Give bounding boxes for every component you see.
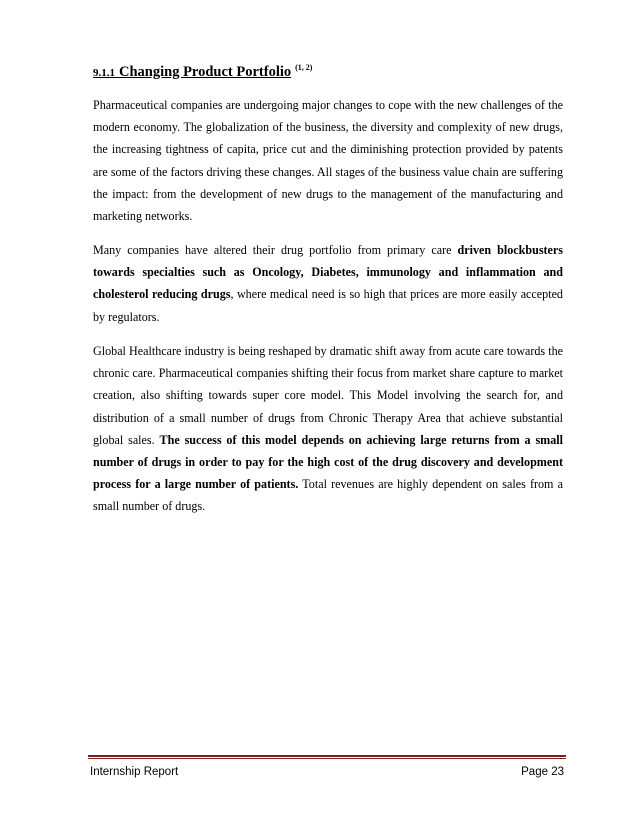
section-title: Changing Product Portfolio [119,64,292,80]
section-heading [93,59,312,82]
footer-divider-thin [88,758,566,759]
paragraph-3-text-start: Global Healthcare industry is being reshaped by dramatic shift away from acute care towards the chronic care. Pharmaceutical companies shifting their focus from market share capture to market creation, also shifting towards super core model. This Model involving the search for, and distribution of a small number of drugs from Chronic Therapy Area that achieve substantial global sales. [93,344,563,447]
paragraph-3-bold: The success of this model depends on achieving large returns from a small number of drugs in order to pay for the high cost of the drug discovery and development process for a large number of patients. [93,432,563,492]
paragraph-2-text-start: Many companies have altered their drug portfolio from primary care [93,243,458,257]
footer-page-number: Page 23 [521,766,564,778]
paragraph-2-text-end: , where medical need is so high that prices are more easily accepted by regulators. [93,287,563,324]
footer-report-title: Internship Report [90,766,179,778]
paragraph-2 [93,239,563,328]
paragraph-3 [93,340,563,518]
paragraph-1: Pharmaceutical companies are undergoing major changes to cope with the new challenges of the modern economy. The globalization of the business, the diversity and complexity of new drugs, the increasing tightness of capita, price cut and the diminishing protection provided by patents are some of the factors driving these changes. All stages of the business value chain are suffering the impact: from the development of new drugs to the management of the manufacturing and marketing networks. [93,98,563,224]
section-references: (1, 2) [295,63,313,72]
paragraph-3-text-end: Total revenues are highly dependent on sales from a small number of drugs. [93,477,563,514]
paragraph-2-bold: driven blockbusters towards specialties such as Oncology, Diabetes, immunology and inflammation and cholesterol reducing drugs [93,243,563,302]
section-number: 9.1.1 [93,67,115,79]
footer-divider [88,755,566,757]
